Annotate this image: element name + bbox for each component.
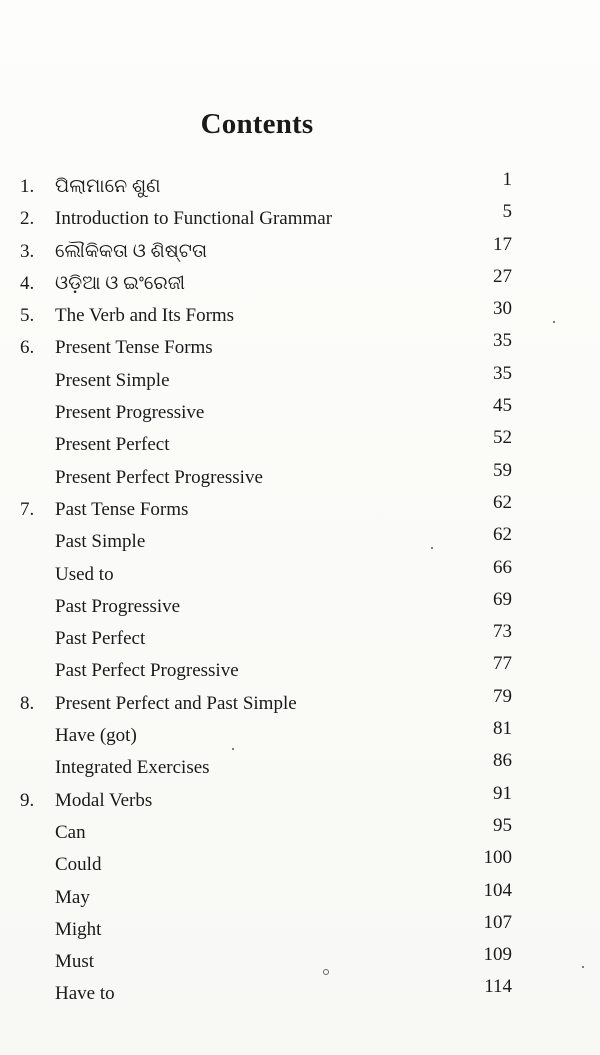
entry-title: Integrated Exercises	[55, 757, 210, 779]
entry-title: Present Simple	[55, 369, 170, 391]
entry-page-number: 59	[493, 459, 512, 481]
entry-title: Present Perfect	[55, 434, 170, 456]
entry-page-number: 17	[493, 233, 512, 255]
entry-title: Present Perfect Progressive	[55, 466, 263, 488]
print-speck	[431, 547, 433, 549]
entry-title: ଲୌକିକତା ଓ ଶିଷ୍ଟତା	[55, 240, 208, 262]
entry-page-number: 91	[493, 782, 512, 804]
entry-title: Present Progressive	[55, 402, 205, 424]
entry-page-number: 79	[493, 685, 512, 707]
entry-title: Modal Verbs	[55, 789, 153, 811]
entry-number: 6.	[20, 337, 35, 359]
entry-title: Past Simple	[55, 531, 146, 553]
entry-number: 8.	[20, 692, 35, 714]
entry-number: 1.	[20, 176, 35, 197]
print-speck	[582, 966, 584, 968]
entry-title: Present Perfect and Past Simple	[55, 692, 297, 714]
entry-page-number: 114	[484, 976, 512, 998]
entry-title: Have (got)	[55, 725, 137, 747]
entry-title: Past Perfect	[55, 628, 146, 650]
entry-number: 7.	[20, 498, 35, 520]
entry-number: 3.	[20, 240, 35, 262]
entry-title: Present Tense Forms	[55, 337, 213, 359]
toc-entry	[0, 978, 600, 1010]
entry-title: Could	[55, 854, 102, 876]
entry-title: May	[55, 886, 90, 908]
entry-page-number: 1	[502, 169, 512, 190]
print-speck	[323, 969, 329, 975]
entry-number: 9.	[20, 789, 35, 811]
entry-number: 5.	[20, 305, 35, 327]
entry-title: ପିଲାମାନେ ଶୁଣ	[55, 176, 161, 197]
entry-page-number: 81	[493, 718, 512, 740]
page-title: Contents	[200, 108, 314, 140]
print-speck	[553, 321, 555, 323]
entry-title: Used to	[55, 563, 114, 585]
entry-page-number: 66	[493, 556, 512, 578]
entry-title: Past Perfect Progressive	[55, 660, 239, 682]
entry-page-number: 73	[493, 621, 512, 643]
entry-title: Can	[55, 821, 86, 843]
entry-page-number: 100	[483, 847, 512, 869]
entry-page-number: 30	[493, 298, 512, 320]
entry-page-number: 109	[483, 944, 512, 966]
entry-page-number: 95	[493, 814, 512, 836]
entry-title: Might	[55, 918, 102, 940]
entry-title: Past Progressive	[55, 595, 181, 617]
entry-page-number: 86	[493, 750, 512, 772]
print-speck	[232, 748, 234, 750]
entry-page-number: 35	[493, 330, 512, 352]
table-of-contents	[0, 171, 600, 1011]
entry-page-number: 45	[493, 395, 512, 417]
entry-number: 4.	[20, 272, 35, 294]
entry-page-number: 104	[483, 879, 512, 901]
entry-page-number: 27	[493, 265, 512, 287]
entry-page-number: 62	[493, 491, 512, 513]
entry-page-number: 107	[483, 911, 512, 933]
entry-title: Have to	[55, 983, 115, 1005]
entry-page-number: 77	[493, 653, 512, 675]
entry-title: The Verb and Its Forms	[55, 305, 235, 327]
entry-page-number: 35	[493, 362, 512, 384]
entry-title: Introduction to Functional Grammar	[55, 208, 333, 230]
entry-page-number: 52	[493, 427, 512, 449]
entry-title: ଓଡ଼ିଆ ଓ ଇଂରେଜୀ	[55, 272, 186, 294]
entry-page-number: 62	[493, 524, 512, 546]
entry-title: Must	[55, 951, 95, 973]
entry-title: Past Tense Forms	[55, 498, 189, 520]
entry-number: 2.	[20, 208, 35, 230]
entry-page-number: 5	[502, 201, 512, 223]
entry-page-number: 69	[493, 588, 512, 610]
